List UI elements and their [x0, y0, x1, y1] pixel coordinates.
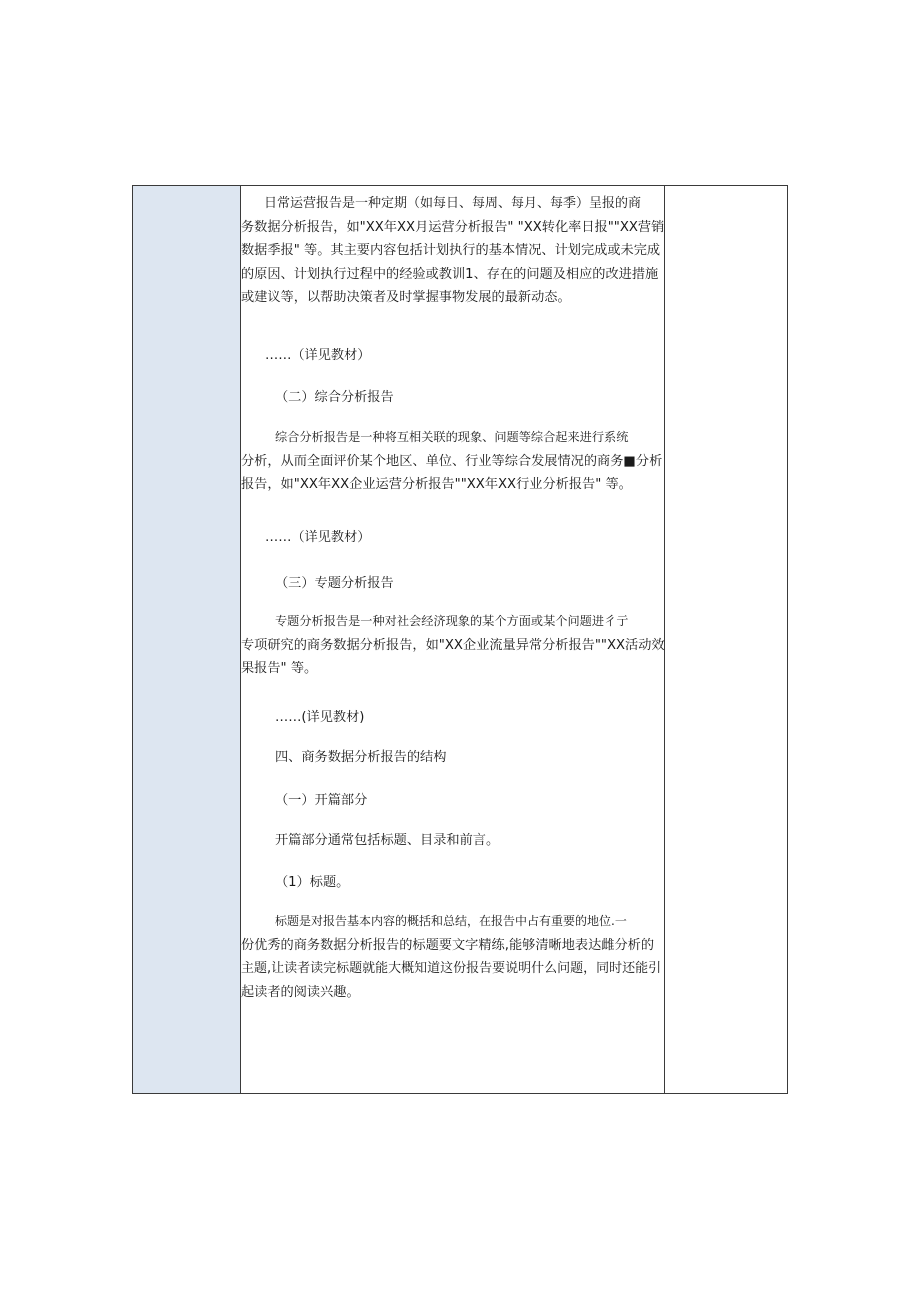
text-line: （一）开篇部分: [275, 793, 368, 808]
text-line: 务数据分析报告，如"XX年XX月运营分析报告" "XX转化率日报""XX营销: [241, 219, 665, 235]
heading-comprehensive-report: [241, 386, 665, 410]
text-line: 的原因、计划执行过程中的经验或教训1、存在的问题及相应的改进措施: [241, 266, 659, 282]
text-line: 报告，如"XX年XX企业运营分析报告""XX年XX行业分析报告" 等。: [241, 477, 632, 492]
paragraph-see-textbook-2: [241, 526, 665, 550]
heading-special-report: [241, 572, 665, 596]
text-line: 日常运营报告是一种定期（如每日、每周、每月、每季）呈报的商: [264, 196, 642, 211]
text-line: （1）标题。: [275, 875, 350, 890]
text-line: 分析，从而全面评价某个地区、单位、行业等综合发展情况的商务■分析: [241, 453, 663, 469]
text-line: 果报告" 等。: [241, 661, 318, 676]
heading-opening-section: [241, 789, 665, 813]
text-line: 起读者的阅读兴趣。: [241, 984, 360, 1000]
text-line: 份优秀的商务数据分析报告的标题要文字精练,能够清晰地表达雌分析的: [241, 937, 655, 953]
text-line: 专题分析报告是一种对社会经济现象的某个方面或某个问题进彳亍: [275, 614, 629, 628]
text-line: 数据季报" 等。其主要内容包括计划执行的基本情况、计划完成或未完成: [241, 243, 661, 258]
paragraph-comprehensive-report: [241, 426, 665, 497]
heading-title-item: [241, 871, 665, 895]
paragraph-opening-section: [241, 829, 665, 853]
shaded-label-column: [133, 186, 241, 1093]
text-line: 综合分析报告是一种将互相关联的现象、问题等综合起来进行系统: [275, 430, 629, 444]
paragraph-see-textbook-1: [241, 344, 665, 368]
text-line: 标题是对报告基本内容的概括和总结，在报告中占有重要的地位.一: [275, 914, 627, 928]
paragraph-see-textbook-3: [241, 706, 665, 730]
text-line: ……（详见教材）: [265, 530, 371, 545]
text-line: 主题,让读者读完标题就能大概知道这份报告要说明什么问题，同时还能引: [241, 961, 662, 976]
text-line: （二）综合分析报告: [275, 390, 394, 405]
lesson-table: [132, 185, 788, 1094]
blank-notes-column: [665, 186, 787, 1093]
content-column: [241, 186, 665, 1093]
text-line: 开篇部分通常包括标题、目录和前言。: [275, 833, 500, 848]
text-line: 四、商务数据分析报告的结构: [275, 750, 447, 765]
paragraph-title-description: [241, 910, 665, 1004]
paragraph-special-report: [241, 610, 665, 681]
text-line: （三）专题分析报告: [275, 576, 394, 591]
text-line: ……（详见教材）: [265, 348, 371, 363]
text-line: 专项研究的商务数据分析报告，如"XX企业流量异常分析报告""XX活动效: [241, 637, 665, 653]
text-line: 或建议等，以帮助决策者及时掌握事物发展的最新动态。: [241, 290, 571, 305]
text-line: ……(详见教材): [275, 710, 365, 725]
heading-report-structure: [241, 746, 665, 770]
paragraph-daily-report: [241, 192, 665, 310]
